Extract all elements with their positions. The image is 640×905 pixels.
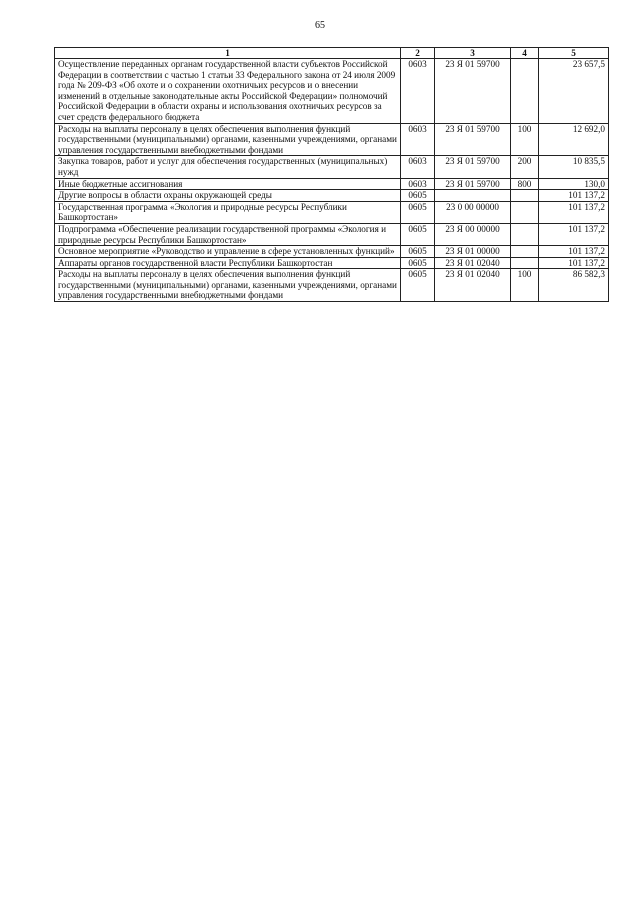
table-row bbox=[55, 156, 609, 178]
table-row bbox=[55, 257, 609, 269]
table-header-row bbox=[55, 48, 609, 59]
row-name-cell: Другие вопросы в области охраны окружающей среды bbox=[55, 190, 401, 202]
row-amount-cell: 10 835,5 bbox=[539, 156, 609, 178]
row-section-cell: 0603 bbox=[401, 156, 435, 178]
row-article-cell: 23 Я 01 59700 bbox=[435, 123, 511, 156]
row-name-cell: Государственная программа «Экология и природные ресурсы Республики Башкортостан» bbox=[55, 201, 401, 223]
row-expense-type-cell: 100 bbox=[511, 123, 539, 156]
row-expense-type-cell bbox=[511, 257, 539, 269]
row-name-cell: Подпрограмма «Обеспечение реализации государственной программы «Экология и природные ресурсы Республики Башкортостан» bbox=[55, 223, 401, 245]
table-row bbox=[55, 269, 609, 302]
row-section-cell: 0605 bbox=[401, 257, 435, 269]
row-name-cell: Закупка товаров, работ и услуг для обеспечения государственных (муниципальных) нужд bbox=[55, 156, 401, 178]
row-name-cell: Аппараты органов государственной власти Республики Башкортостан bbox=[55, 257, 401, 269]
table-row bbox=[55, 123, 609, 156]
row-article-cell: 23 Я 01 02040 bbox=[435, 269, 511, 302]
row-section-cell: 0603 bbox=[401, 59, 435, 124]
row-section-cell: 0603 bbox=[401, 178, 435, 190]
row-amount-cell: 101 137,2 bbox=[539, 223, 609, 245]
budget-table bbox=[54, 47, 609, 302]
row-amount-cell: 12 692,0 bbox=[539, 123, 609, 156]
row-article-cell: 23 Я 01 59700 bbox=[435, 59, 511, 124]
row-name-cell: Расходы на выплаты персоналу в целях обеспечения выполнения функций государственными (муниципальными) органами, казенными учреждениями, органами управления государственными внебюджетными фондами bbox=[55, 123, 401, 156]
column-header-name: 1 bbox=[55, 48, 401, 59]
row-amount-cell: 101 137,2 bbox=[539, 201, 609, 223]
column-header-article: 3 bbox=[435, 48, 511, 59]
column-header-section: 2 bbox=[401, 48, 435, 59]
row-amount-cell: 101 137,2 bbox=[539, 190, 609, 202]
row-section-cell: 0603 bbox=[401, 123, 435, 156]
row-section-cell: 0605 bbox=[401, 269, 435, 302]
row-article-cell bbox=[435, 190, 511, 202]
row-article-cell: 23 0 00 00000 bbox=[435, 201, 511, 223]
table-row bbox=[55, 59, 609, 124]
row-expense-type-cell: 200 bbox=[511, 156, 539, 178]
row-expense-type-cell bbox=[511, 246, 539, 258]
row-expense-type-cell: 100 bbox=[511, 269, 539, 302]
row-name-cell: Иные бюджетные ассигнования bbox=[55, 178, 401, 190]
table-row bbox=[55, 223, 609, 245]
column-header-expense-type: 4 bbox=[511, 48, 539, 59]
table-row bbox=[55, 190, 609, 202]
row-name-cell: Осуществление переданных органам государственной власти субъектов Российской Федерации в соответствии с частью 1 статьи 33 Федерального закона от 24 июля 2009 года № 209-ФЗ «Об охоте и о сохранении охотничьих ресурсов и о внесении изменений в отдельные законодательные акты Российской Федерации» полномочий Российской Федерации в области охраны и использования охотничьих ресурсов за счет средств федерального бюджета bbox=[55, 59, 401, 124]
row-expense-type-cell bbox=[511, 59, 539, 124]
row-name-cell: Основное мероприятие «Руководство и управление в сфере установленных функций» bbox=[55, 246, 401, 258]
row-section-cell: 0605 bbox=[401, 246, 435, 258]
table-row bbox=[55, 178, 609, 190]
table-row bbox=[55, 246, 609, 258]
row-article-cell: 23 Я 01 00000 bbox=[435, 246, 511, 258]
row-amount-cell: 86 582,3 bbox=[539, 269, 609, 302]
row-article-cell: 23 Я 01 02040 bbox=[435, 257, 511, 269]
row-amount-cell: 130,0 bbox=[539, 178, 609, 190]
row-section-cell: 0605 bbox=[401, 190, 435, 202]
row-article-cell: 23 Я 01 59700 bbox=[435, 178, 511, 190]
row-article-cell: 23 Я 01 59700 bbox=[435, 156, 511, 178]
row-expense-type-cell bbox=[511, 223, 539, 245]
row-expense-type-cell: 800 bbox=[511, 178, 539, 190]
row-amount-cell: 101 137,2 bbox=[539, 246, 609, 258]
row-expense-type-cell bbox=[511, 201, 539, 223]
page-number: 65 bbox=[315, 20, 325, 31]
row-section-cell: 0605 bbox=[401, 201, 435, 223]
row-section-cell: 0605 bbox=[401, 223, 435, 245]
row-name-cell: Расходы на выплаты персоналу в целях обеспечения выполнения функций государственными (муниципальными) органами, казенными учреждениями, органами управления государственными внебюджетными фондами bbox=[55, 269, 401, 302]
column-header-amount: 5 bbox=[539, 48, 609, 59]
table-row bbox=[55, 201, 609, 223]
row-amount-cell: 101 137,2 bbox=[539, 257, 609, 269]
table-body bbox=[55, 59, 609, 302]
row-amount-cell: 23 657,5 bbox=[539, 59, 609, 124]
row-expense-type-cell bbox=[511, 190, 539, 202]
row-article-cell: 23 Я 00 00000 bbox=[435, 223, 511, 245]
